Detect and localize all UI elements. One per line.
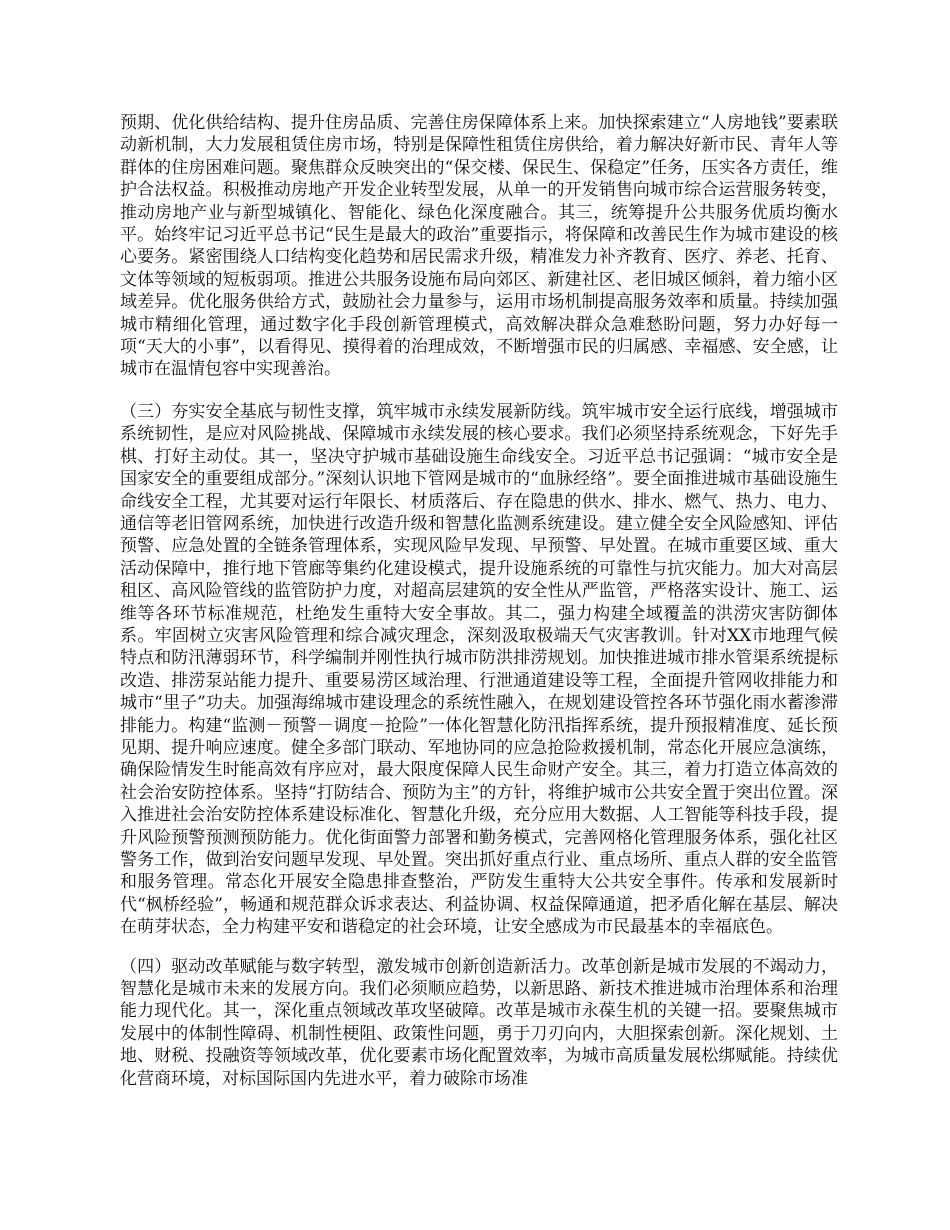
paragraph-spacer [120,939,838,956]
document-body [120,112,838,1090]
paragraph-3: （四）驱动改革赋能与数字转型，激发城市创新创造新活力。改革创新是城市发展的不竭动力，智慧化是城市未来的发展方向。我们必须顺应趋势，以新思路、新技术推进城市治理体系和治理能力现代化。其一，深化重点领域改革攻坚破障。改革是城市永葆生机的关键一招。要聚焦城市发展中的体制性障碍、机制性梗阻、政策性问题，勇于刀刃向内，大胆探索创新。深化规划、土地、财税、投融资等领域改革，优化要素市场化配置效率，为城市高质量发展松绑赋能。持续优化营商环境，对标国际国内先进水平，着力破除市场准 [120,956,838,1089]
paragraph-1: 预期、优化供给结构、提升住房品质、完善住房保障体系上来。加快探索建立“人房地钱”要素联动新机制，大力发展租赁住房市场，特别是保障性租赁住房供给，着力解决好新市民、青年人等群体的住房困难问题。聚焦群众反映突出的“保交楼、保民生、保稳定”任务，压实各方责任，维护合法权益。积极推动房地产开发企业转型发展，从单一的开发销售向城市综合运营服务转变，推动房地产业与新型城镇化、智能化、绿色化深度融合。其三，统筹提升公共服务优质均衡水平。始终牢记习近平总书记“民生是最大的政治”重要指示，将保障和改善民生作为城市建设的核心要务。紧密围绕人口结构变化趋势和居民需求升级，精准发力补齐教育、医疗、养老、托育、文体等领域的短板弱项。推进公共服务设施布局向郊区、新建社区、老旧城区倾斜，着力缩小区域差异。优化服务供给方式，鼓励社会力量参与，运用市场机制提高服务效率和质量。持续加强城市精细化管理，通过数字化手段创新管理模式，高效解决群众急难愁盼问题，努力办好每一项“天大的小事”，以看得见、摸得着的治理成效，不断增强市民的归属感、幸福感、安全感，让城市在温情包容中实现善治。 [120,113,838,380]
paragraph-2: （三）夯实安全基底与韧性支撑，筑牢城市永续发展新防线。筑牢城市安全运行底线，增强城市系统韧性，是应对风险挑战、保障城市永续发展的核心要求。我们必须坚持系统观念，下好先手棋、打好主动仗。其一，坚决守护城市基础设施生命线安全。习近平总书记强调：“城市安全是国家安全的重要组成部分。”深刻认识地下管网是城市的“血脉经络”。要全面推进城市基础设施生命线安全工程，尤其要对运行年限长、材质落后、存在隐患的供水、排水、燃气、热力、电力、通信等老旧管网系统，加快进行改造升级和智慧化监测系统建设。建立健全安全风险感知、评估预警、应急处置的全链条管理体系，实现风险早发现、早预警、早处置。在城市重要区域、重大活动保障中，推行地下管廊等集约化建设模式，提升设施系统的可靠性与抗灾能力。加大对高层租区、高风险管线的监管防护力度，对超高层建筑的安全性从严监管，严格落实设计、施工、运维等各环节标准规范，杜绝发生重特大安全事故。其二，强力构建全域覆盖的洪涝灾害防御体系。牢固树立灾害风险管理和综合减灾理念，深刻汲取极端天气灾害教训。针对XX市地理气候特点和防汛薄弱环节，科学编制并刚性执行城市防洪排涝规划。加快推进城市排水管渠系统提标改造、排涝泵站能力提升、重要易涝区域治理、行泄通道建设等工程，全面提升管网收排能力和城市“里子”功夫。加强海绵城市建设理念的系统性融入，在规划建设管控各环节强化雨水蓄渗滞排能力。构建“监测－预警－调度－抢险”一体化智慧化防汛指挥系统，提升预报精准度、延长预见期、提升响应速度。健全多部门联动、军地协同的应急抢险救援机制，常态化开展应急演练，确保险情发生时能高效有序应对，最大限度保障人民生命财产安全。其三，着力打造立体高效的社会治安防控体系。坚持“打防结合、预防为主”的方针，将维护城市公共安全置于突出位置。深入推进社会治安防控体系建设标准化、智慧化升级，充分应用大数据、人工智能等科技手段，提升风险预警预测预防能力。优化街面警力部署和勤务模式，完善网格化管理服务体系，强化社区警务工作，做到治安问题早发现、早处置。突出抓好重点行业、重点场所、重点人群的安全监管和服务管理。常态化开展安全隐患排查整治，严防发生重特大公共安全事件。传承和发展新时代“枫桥经验”，畅通和规范群众诉求表达、利益协调、权益保障通道，把矛盾化解在基层、解决在萌芽状态，全力构建平安和谐稳定的社会环境，让安全感成为市民最基本的幸福底色。 [120,401,838,938]
paragraph-spacer [120,381,838,401]
